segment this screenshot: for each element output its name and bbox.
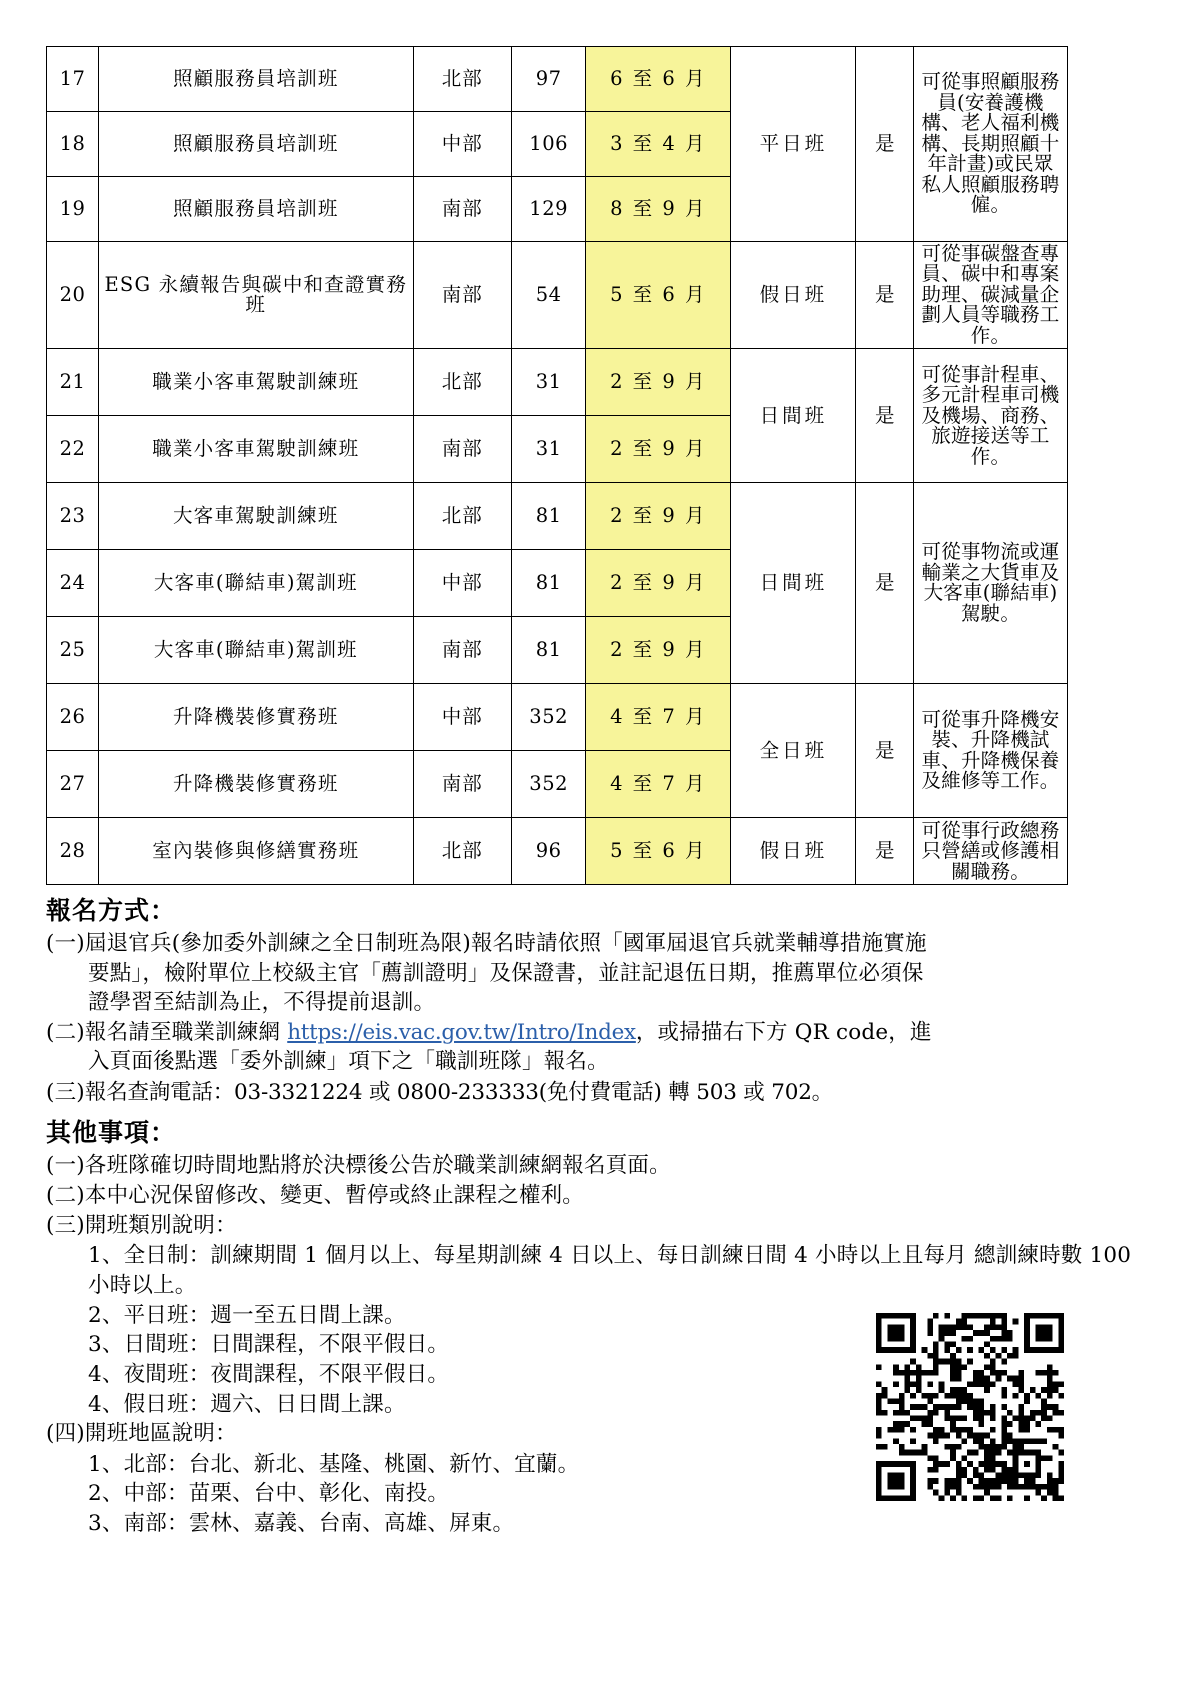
area-item-1-num: 1、 xyxy=(88,1451,124,1477)
class-type-item-5-num: 4、 xyxy=(88,1391,124,1417)
row-name: 職業小客車駕駛訓練班 xyxy=(99,349,413,416)
row-months: 8 至 9 月 xyxy=(586,177,731,242)
row-months: 4 至 7 月 xyxy=(586,684,731,751)
registration-item-2-label: (二) xyxy=(46,1020,85,1046)
group-subsidy: 是 xyxy=(856,684,914,818)
row-area: 南部 xyxy=(413,617,512,684)
registration-item-2-line2: 入頁面後點選「委外訓練」項下之「職訓班隊」報名。 xyxy=(88,1049,609,1075)
class-type-item-3-line1: 日間班：日間課程，不限平假日。 xyxy=(123,1332,450,1358)
row-no: 28 xyxy=(47,818,99,885)
group-subsidy: 是 xyxy=(856,242,914,349)
row-area: 南部 xyxy=(413,751,512,818)
table-row xyxy=(47,483,1068,550)
row-months: 5 至 6 月 xyxy=(586,242,731,349)
row-no: 24 xyxy=(47,550,99,617)
registration-item-3-text: 報名查詢電話：03-3321224 或 0800-233333(免付費電話) 轉 503 或 702。 xyxy=(84,1079,833,1105)
class-type-item-4-line1: 夜間班：夜間課程，不限平假日。 xyxy=(123,1362,450,1388)
group-desc: 可從事碳盤查專員、碳中和專案助理、碳減量企劃人員等職務工作。 xyxy=(914,242,1068,349)
row-hours: 97 xyxy=(512,47,586,112)
registration-url-link[interactable]: https://eis.vac.gov.tw/Intro/Index xyxy=(287,1020,636,1046)
row-hours: 81 xyxy=(512,550,586,617)
class-type-item-1-num: 1、 xyxy=(88,1243,124,1269)
registration-item-2-pre: 報名請至職業訓練網 xyxy=(84,1020,288,1046)
row-months: 6 至 6 月 xyxy=(586,47,731,112)
group-subsidy: 是 xyxy=(856,483,914,684)
course-table xyxy=(46,46,1068,885)
row-name: 升降機裝修實務班 xyxy=(99,684,413,751)
row-no: 18 xyxy=(47,112,99,177)
row-hours: 54 xyxy=(512,242,586,349)
registration-item-1-line1: 屆退官兵(參加委外訓練之全日制班為限)報名時請依照「國軍屆退官兵就業輔導措施實施 xyxy=(84,931,927,957)
row-area: 南部 xyxy=(413,177,512,242)
table-row xyxy=(47,47,1068,112)
row-months: 4 至 7 月 xyxy=(586,751,731,818)
other-item-1 xyxy=(46,1151,1145,1180)
registration-item-2-post: ，或掃描右下方 QR code，進 xyxy=(635,1020,932,1046)
row-area: 北部 xyxy=(413,818,512,885)
row-name: 升降機裝修實務班 xyxy=(99,751,413,818)
row-months: 2 至 9 月 xyxy=(586,617,731,684)
group-class-type: 假日班 xyxy=(731,818,856,885)
other-item-2 xyxy=(46,1181,1145,1210)
row-area: 中部 xyxy=(413,112,512,177)
group-class-type: 全日班 xyxy=(731,684,856,818)
group-desc: 可從事升降機安裝、升降機試車、升降機保養及維修等工作。 xyxy=(914,684,1068,818)
group-class-type: 日間班 xyxy=(731,349,856,483)
registration-item-1 xyxy=(46,929,1145,1017)
registration-item-1-line2: 要點」，檢附單位上校級主官「薦訓證明」及保證書，並註記退伍日期，推薦單位必須保 xyxy=(88,960,924,986)
row-name: 照顧服務員培訓班 xyxy=(99,177,413,242)
row-no: 21 xyxy=(47,349,99,416)
row-months: 5 至 6 月 xyxy=(586,818,731,885)
row-hours: 31 xyxy=(512,416,586,483)
area-item-3 xyxy=(46,1509,1145,1539)
group-subsidy: 是 xyxy=(856,818,914,885)
row-months: 3 至 4 月 xyxy=(586,112,731,177)
row-months: 2 至 9 月 xyxy=(586,416,731,483)
area-item-2-num: 2、 xyxy=(88,1481,124,1507)
class-type-item-1-line1: 全日制：訓練期間 1 個月以上、每星期訓練 4 日以上、每日訓練日間 4 小時以上且每月 xyxy=(123,1243,967,1269)
row-area: 南部 xyxy=(413,242,512,349)
group-subsidy: 是 xyxy=(856,47,914,242)
group-desc: 可從事計程車、多元計程車司機及機場、商務、旅遊接送等工作。 xyxy=(914,349,1068,483)
row-name: 照顧服務員培訓班 xyxy=(99,47,413,112)
class-type-item-5-line1: 假日班：週六、日日間上課。 xyxy=(123,1391,406,1417)
row-area: 北部 xyxy=(413,349,512,416)
other-item-4-text: 開班地區說明： xyxy=(84,1421,237,1447)
row-no: 25 xyxy=(47,617,99,684)
row-no: 27 xyxy=(47,751,99,818)
class-type-item-1 xyxy=(46,1241,1145,1300)
row-no: 23 xyxy=(47,483,99,550)
row-no: 17 xyxy=(47,47,99,112)
row-name: 大客車駕駛訓練班 xyxy=(99,483,413,550)
table-row xyxy=(47,242,1068,349)
row-hours: 129 xyxy=(512,177,586,242)
row-area: 南部 xyxy=(413,416,512,483)
row-area: 北部 xyxy=(413,47,512,112)
class-type-item-2-line1: 平日班：週一至五日間上課。 xyxy=(123,1302,406,1328)
row-hours: 106 xyxy=(512,112,586,177)
other-item-1-text: 各班隊確切時間地點將於決標後公告於職業訓練網報名頁面。 xyxy=(84,1152,671,1178)
row-no: 19 xyxy=(47,177,99,242)
row-hours: 352 xyxy=(512,684,586,751)
other-item-4-label: (四) xyxy=(46,1421,85,1447)
registration-item-1-label: (一) xyxy=(46,931,85,957)
table-row xyxy=(47,349,1068,416)
row-area: 北部 xyxy=(413,483,512,550)
other-item-3-text: 開班類別說明： xyxy=(84,1213,237,1239)
row-no: 20 xyxy=(47,242,99,349)
other-item-1-label: (一) xyxy=(46,1152,85,1178)
row-name: 大客車(聯結車)駕訓班 xyxy=(99,550,413,617)
row-hours: 96 xyxy=(512,818,586,885)
row-name: ESG 永續報告與碳中和查證實務班 xyxy=(99,242,413,349)
area-item-2-text: 中部：苗栗、台中、彰化、南投。 xyxy=(123,1481,450,1507)
group-desc: 可從事物流或運輸業之大貨車及大客車(聯結車)駕駛。 xyxy=(914,483,1068,684)
row-no: 22 xyxy=(47,416,99,483)
row-name: 照顧服務員培訓班 xyxy=(99,112,413,177)
other-item-2-label: (二) xyxy=(46,1182,85,1208)
area-item-3-num: 3、 xyxy=(88,1510,124,1536)
group-desc: 可從事照顧服務員(安養護機構、老人福利機構、長期照顧十年計畫)或民眾私人照顧服務聘僱。 xyxy=(914,47,1068,242)
course-table-body xyxy=(47,47,1068,885)
row-months: 2 至 9 月 xyxy=(586,550,731,617)
row-name: 職業小客車駕駛訓練班 xyxy=(99,416,413,483)
registration-heading: 報名方式： xyxy=(46,896,177,926)
registration-item-1-line3: 證學習至結訓為止，不得提前退訓。 xyxy=(88,989,436,1015)
class-type-item-2-num: 2、 xyxy=(88,1302,124,1328)
other-heading: 其他事項： xyxy=(46,1117,177,1147)
registration-item-3 xyxy=(46,1078,1145,1107)
qr-code-icon xyxy=(876,1313,1064,1501)
row-months: 2 至 9 月 xyxy=(586,349,731,416)
table-row xyxy=(47,684,1068,751)
row-months: 2 至 9 月 xyxy=(586,483,731,550)
row-area: 中部 xyxy=(413,684,512,751)
class-type-item-4-num: 4、 xyxy=(88,1362,124,1388)
row-hours: 81 xyxy=(512,617,586,684)
group-class-type: 平日班 xyxy=(731,47,856,242)
row-hours: 352 xyxy=(512,751,586,818)
table-row xyxy=(47,818,1068,885)
registration-item-2 xyxy=(46,1018,1145,1076)
row-no: 26 xyxy=(47,684,99,751)
group-desc: 可從事行政總務只營繕或修護相關職務。 xyxy=(914,818,1068,885)
row-hours: 81 xyxy=(512,483,586,550)
row-name: 大客車(聯結車)駕訓班 xyxy=(99,617,413,684)
row-hours: 31 xyxy=(512,349,586,416)
registration-item-3-label: (三) xyxy=(46,1079,85,1105)
other-item-3-label: (三) xyxy=(46,1213,85,1239)
qr-code-svg xyxy=(876,1313,1064,1501)
class-type-item-1-line2: 總訓練時數 100 小時以上。 xyxy=(88,1243,1132,1299)
area-item-3-text: 南部：雲林、嘉義、台南、高雄、屏東。 xyxy=(123,1510,515,1536)
other-item-3 xyxy=(46,1211,1145,1240)
group-subsidy: 是 xyxy=(856,349,914,483)
area-item-1-text: 北部：台北、新北、基隆、桃園、新竹、宜蘭。 xyxy=(123,1451,580,1477)
row-name: 室內裝修與修繕實務班 xyxy=(99,818,413,885)
other-item-2-text: 本中心況保留修改、變更、暫停或終止課程之權利。 xyxy=(84,1182,584,1208)
class-type-item-3-num: 3、 xyxy=(88,1332,124,1358)
row-area: 中部 xyxy=(413,550,512,617)
group-class-type: 日間班 xyxy=(731,483,856,684)
group-class-type: 假日班 xyxy=(731,242,856,349)
